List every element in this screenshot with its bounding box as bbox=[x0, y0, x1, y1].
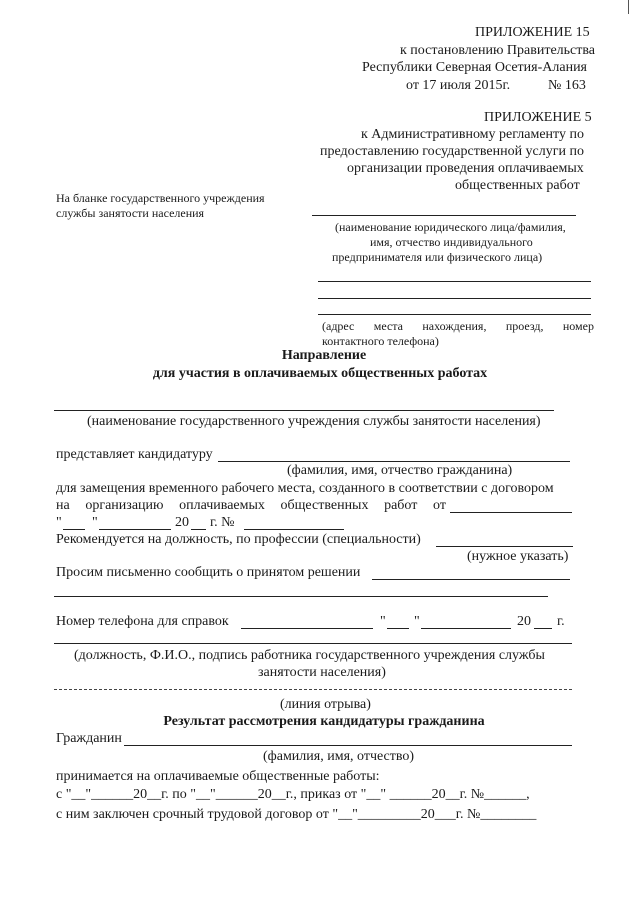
date-quote-open: " bbox=[56, 515, 62, 530]
addressee-address-hint-2: контактного телефона) bbox=[322, 334, 439, 348]
phone-month-line bbox=[421, 628, 511, 629]
phone-label: Номер телефона для справок bbox=[56, 614, 229, 629]
phone-year-prefix: 20 bbox=[517, 614, 531, 629]
appendix-15-title: ПРИЛОЖЕНИЕ 15 bbox=[475, 25, 590, 40]
recommend-label: Рекомендуется на должность, по профессии (специальности) bbox=[56, 532, 421, 547]
request-line-1 bbox=[372, 579, 570, 580]
recommend-line bbox=[436, 546, 573, 547]
period-line: с "__"______20__г. по "__"______20__г., приказ от "__" ______20__г. №______, bbox=[56, 787, 530, 802]
addressee-name-hint-1: (наименование юридического лица/фамилия, bbox=[335, 220, 566, 234]
addressee-name-hint-3: предпринимателя или физического лица) bbox=[332, 250, 543, 264]
appendix-15-line1: к постановлению Правительства bbox=[400, 43, 596, 58]
addressee-line-2 bbox=[318, 298, 591, 299]
signature-hint-2: занятости населения) bbox=[258, 665, 386, 680]
request-label: Просим письменно сообщить о принятом решении bbox=[56, 565, 361, 580]
paragraph-line1: для замещения временного рабочего места, созданного в соответствии с договором bbox=[56, 481, 554, 496]
date-year-suffix: г. № bbox=[210, 515, 235, 530]
appendix-5-line4: общественных работ bbox=[455, 178, 580, 193]
contract-org-line bbox=[450, 512, 572, 513]
addressee-name-line bbox=[312, 215, 576, 216]
appendix-5-title: ПРИЛОЖЕНИЕ 5 bbox=[484, 110, 592, 125]
signature-hint-1: (должность, Ф.И.О., подпись работника государственного учреждения службы bbox=[74, 648, 545, 663]
para-word: организацию bbox=[85, 498, 164, 513]
para-word: общественных bbox=[280, 498, 369, 513]
appendix-15-number: № 163 bbox=[548, 78, 586, 93]
addressee-line-3 bbox=[318, 314, 591, 315]
paragraph-line2 bbox=[56, 499, 446, 513]
para-word: от bbox=[433, 498, 446, 513]
result-title: Результат рассмотрения кандидатуры гражданина bbox=[163, 714, 485, 729]
citizen-line bbox=[124, 745, 572, 746]
phone-year-line bbox=[534, 628, 552, 629]
citizen-hint: (фамилия, имя, отчество) bbox=[263, 749, 415, 764]
tear-line bbox=[54, 689, 572, 690]
candidate-label: представляет кандидатуру bbox=[56, 447, 213, 462]
addressee-address-hint bbox=[322, 320, 594, 332]
accepted-line: принимается на оплачиваемые общественные работы: bbox=[56, 769, 380, 784]
document-subtitle: для участия в оплачиваемых общественных работах bbox=[152, 366, 488, 381]
citizen-label: Гражданин bbox=[56, 731, 122, 746]
appendix-5-line2: предоставлению государственной услуги по bbox=[320, 144, 584, 159]
addr-word: проезд, bbox=[505, 319, 544, 333]
tear-label: (линия отрыва) bbox=[280, 697, 371, 712]
addr-word: нахождения, bbox=[422, 319, 487, 333]
date-year-prefix: 20 bbox=[175, 515, 189, 530]
para-word: на bbox=[56, 498, 70, 513]
date-year-line bbox=[191, 529, 206, 530]
contract-line: с ним заключен срочный трудовой договор от "__"_________20___г. №________ bbox=[56, 807, 537, 822]
addr-word: (адрес bbox=[322, 319, 355, 333]
appendix-5-line3: организации проведения оплачиваемых bbox=[347, 161, 584, 176]
addressee-name-hint-2: имя, отчество индивидуального bbox=[370, 235, 533, 249]
addr-word: места bbox=[373, 319, 404, 333]
candidate-hint: (фамилия, имя, отчество гражданина) bbox=[287, 463, 513, 478]
blank-note-line2: службы занятости населения bbox=[56, 206, 205, 220]
para-word: оплачиваемых bbox=[179, 498, 265, 513]
phone-quote-open: " bbox=[380, 614, 386, 629]
phone-year-suffix: г. bbox=[557, 614, 565, 629]
organization-line bbox=[54, 410, 554, 411]
appendix-15-line2: Республики Северная Осетия-Алания bbox=[362, 60, 587, 75]
phone-day-line bbox=[387, 628, 409, 629]
phone-number-line bbox=[241, 628, 373, 629]
phone-quote-close: " bbox=[414, 614, 420, 629]
date-day-line bbox=[63, 529, 85, 530]
signature-line bbox=[54, 643, 572, 644]
appendix-15-date: от 17 июля 2015г. bbox=[406, 78, 511, 93]
recommend-hint: (нужное указать) bbox=[467, 549, 569, 564]
scan-edge-line bbox=[628, 0, 629, 14]
date-number-line bbox=[244, 529, 344, 530]
request-line-2 bbox=[54, 596, 548, 597]
appendix-5-line1: к Административному регламенту по bbox=[361, 127, 584, 142]
para-word: работ bbox=[384, 498, 418, 513]
document-title: Направление bbox=[281, 348, 367, 363]
date-quote-close: " bbox=[92, 515, 98, 530]
blank-note-line1: На бланке государственного учреждения bbox=[56, 191, 265, 205]
candidate-line bbox=[218, 461, 570, 462]
addr-word: номер bbox=[562, 319, 594, 333]
date-month-line bbox=[99, 529, 171, 530]
addressee-line-1 bbox=[318, 281, 591, 282]
organization-hint: (наименование государственного учреждения службы занятости населения) bbox=[87, 414, 541, 429]
